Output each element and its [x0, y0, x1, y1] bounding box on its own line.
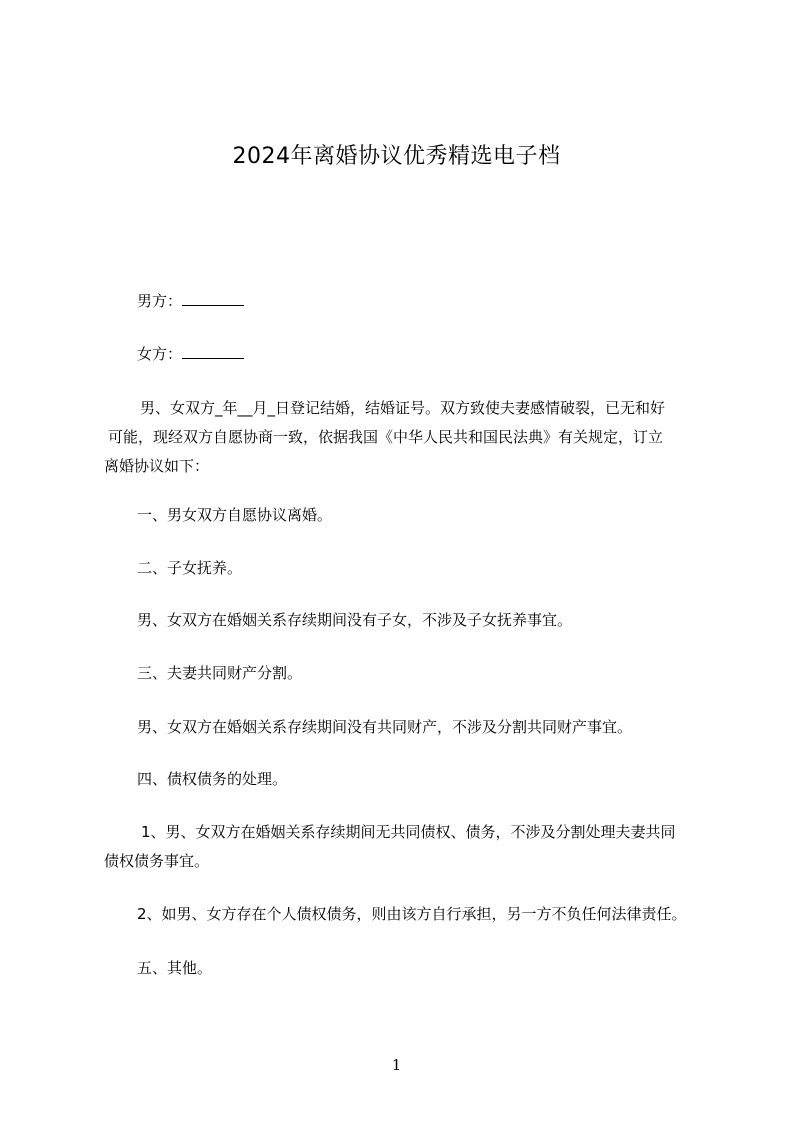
page-number: 1: [391, 1056, 402, 1074]
female-party-label: 女方：: [137, 345, 183, 363]
section-3-heading: 三、夫妻共同财产分割。: [137, 664, 303, 682]
section-4-item-1: [104, 818, 676, 876]
section-2-text: 男、女双方在婚姻关系存续期间没有子女，不涉及子女抚养事宜。: [137, 611, 573, 629]
intro-line-3: 离婚协议如下：: [104, 457, 210, 475]
intro-line-1: 男、女双方_年__月_日登记结婚，结婚证号。双方致使夫妻感情破裂，已无和好: [140, 399, 666, 417]
section-4-item-2: 2、如男、女方存在个人债权债务，则由该方自行承担，另一方不负任何法律责任。: [137, 905, 687, 923]
section-4-item-1-line-2: 债权债务事宜。: [104, 852, 210, 870]
intro-line-2: 可能，现经双方自愿协商一致，依据我国《中华人民共和国民法典》有关规定，订立: [108, 428, 664, 446]
male-party-label: 男方：: [137, 292, 183, 310]
male-party-line: [137, 290, 244, 312]
section-1-heading: 一、男女双方自愿协议离婚。: [137, 506, 333, 524]
section-5-heading: 五、其他。: [137, 959, 213, 977]
section-3-text: 男、女双方在婚姻关系存续期间没有共同财产，不涉及分割共同财产事宜。: [137, 718, 633, 736]
intro-paragraph: [104, 394, 665, 481]
document-title: 2024年离婚协议优秀精选电子档: [232, 144, 561, 169]
section-4-item-1-line-1: 1、男、女双方在婚姻关系存续期间无共同债权、债务，不涉及分割处理夫妻共同: [141, 823, 676, 841]
female-party-blank: [182, 344, 244, 359]
male-party-blank: [182, 291, 244, 306]
section-4-heading: 四、债权债务的处理。: [137, 770, 288, 788]
section-2-heading: 二、子女抚养。: [137, 559, 243, 577]
female-party-line: [137, 343, 244, 365]
